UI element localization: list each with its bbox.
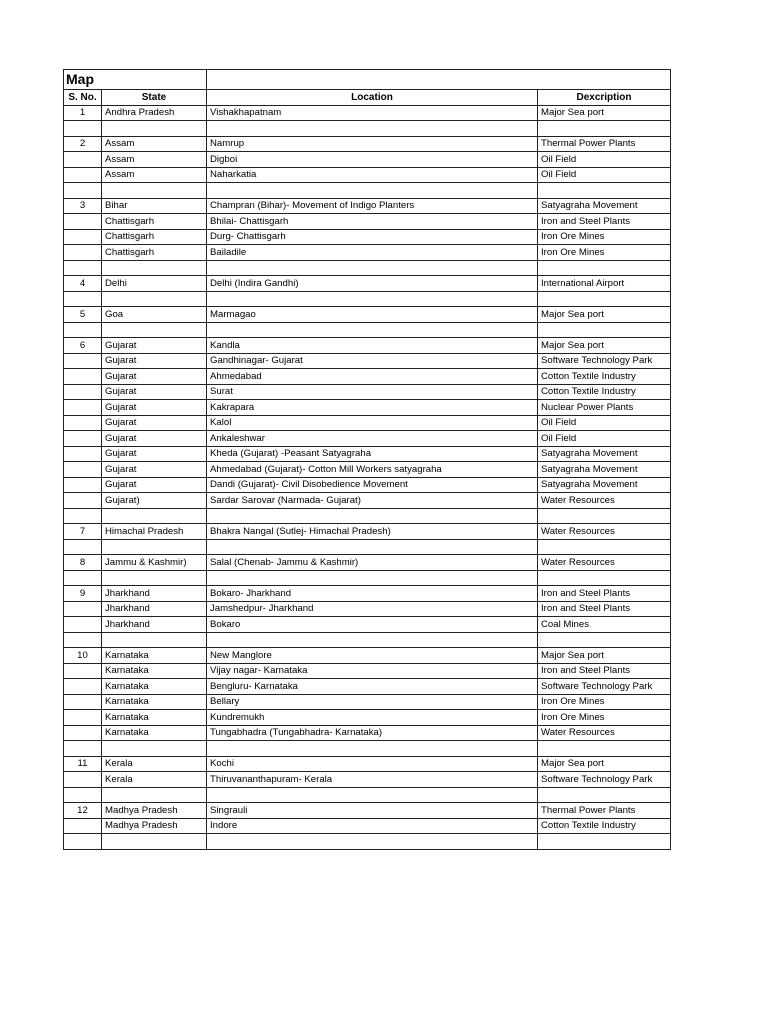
cell-sno[interactable]: 3 — [64, 198, 102, 214]
table-row — [64, 663, 671, 679]
cell-state[interactable]: Karnataka — [102, 710, 207, 726]
cell-sno[interactable] — [64, 710, 102, 726]
cell-description[interactable]: Satyagraha Movement — [538, 198, 671, 214]
cell-sno[interactable] — [64, 431, 102, 447]
cell-location[interactable]: Kochi — [207, 756, 538, 772]
cell-location[interactable]: Bengluru- Karnataka — [207, 679, 538, 695]
cell-location[interactable]: Durg- Chattisgarh — [207, 229, 538, 245]
cell-state[interactable] — [102, 260, 207, 276]
cell-description[interactable]: Coal Mines — [538, 617, 671, 633]
cell-location[interactable]: Vijay nagar- Karnataka — [207, 663, 538, 679]
table-row — [64, 322, 671, 338]
table-row — [64, 632, 671, 648]
cell-location[interactable]: Marmagao — [207, 307, 538, 323]
table-row — [64, 446, 671, 462]
cell-location[interactable] — [207, 183, 538, 199]
cell-state[interactable] — [102, 322, 207, 338]
cell-description[interactable]: Oil Field — [538, 152, 671, 168]
cell-description[interactable]: Major Sea port — [538, 648, 671, 664]
cell-sno[interactable] — [64, 834, 102, 850]
table-row — [64, 307, 671, 323]
cell-location[interactable]: Namrup — [207, 136, 538, 152]
cell-state[interactable]: Gujarat — [102, 400, 207, 416]
table-row — [64, 152, 671, 168]
cell-description[interactable]: Satyagraha Movement — [538, 462, 671, 478]
cell-state[interactable]: Gujarat — [102, 431, 207, 447]
table-row — [64, 260, 671, 276]
table-row — [64, 198, 671, 214]
cell-location[interactable] — [207, 508, 538, 524]
table-row — [64, 601, 671, 617]
cell-location[interactable]: Tungabhadra (Tungabhadra- Karnataka) — [207, 725, 538, 741]
cell-sno[interactable]: 5 — [64, 307, 102, 323]
cell-state[interactable] — [102, 121, 207, 137]
cell-state[interactable] — [102, 834, 207, 850]
cell-location[interactable]: Sardar Sarovar (Narmada- Gujarat) — [207, 493, 538, 509]
cell-state[interactable] — [102, 291, 207, 307]
table-row — [64, 338, 671, 354]
sheet-title[interactable]: Map — [64, 70, 207, 90]
cell-location[interactable]: Champran (Bihar)- Movement of Indigo Planters — [207, 198, 538, 214]
table-row — [64, 431, 671, 447]
table-row — [64, 756, 671, 772]
table-row — [64, 291, 671, 307]
cell-state[interactable]: Chattisgarh — [102, 229, 207, 245]
cell-sno[interactable] — [64, 601, 102, 617]
cell-description[interactable]: Iron and Steel Plants — [538, 663, 671, 679]
cell-location[interactable]: Jamshedpur- Jharkhand — [207, 601, 538, 617]
cell-description[interactable]: Satyagraha Movement — [538, 446, 671, 462]
cell-state[interactable]: Karnataka — [102, 694, 207, 710]
cell-location[interactable] — [207, 260, 538, 276]
header-location[interactable]: Location — [207, 90, 538, 106]
cell-sno[interactable]: 11 — [64, 756, 102, 772]
cell-description[interactable] — [538, 291, 671, 307]
cell-sno[interactable] — [64, 229, 102, 245]
cell-description[interactable] — [538, 834, 671, 850]
cell-state[interactable]: Gujarat — [102, 369, 207, 385]
cell-sno[interactable]: 9 — [64, 586, 102, 602]
cell-sno[interactable] — [64, 152, 102, 168]
cell-state[interactable]: Goa — [102, 307, 207, 323]
cell-description[interactable]: Water Resources — [538, 524, 671, 540]
cell-description[interactable] — [538, 121, 671, 137]
cell-description[interactable] — [538, 183, 671, 199]
cell-sno[interactable] — [64, 183, 102, 199]
cell-location[interactable]: Indore — [207, 818, 538, 834]
cell-sno[interactable] — [64, 245, 102, 261]
cell-sno[interactable] — [64, 322, 102, 338]
table-row — [64, 167, 671, 183]
cell-sno[interactable] — [64, 818, 102, 834]
cell-sno[interactable] — [64, 539, 102, 555]
cell-description[interactable]: Iron and Steel Plants — [538, 214, 671, 230]
cell-location[interactable]: Kakrapara — [207, 400, 538, 416]
cell-location[interactable]: Naharkatia — [207, 167, 538, 183]
cell-description[interactable]: Software Technology Park — [538, 353, 671, 369]
cell-sno[interactable] — [64, 214, 102, 230]
cell-description[interactable]: International Airport — [538, 276, 671, 292]
cell-sno[interactable] — [64, 632, 102, 648]
cell-location[interactable]: Kandla — [207, 338, 538, 354]
table-row — [64, 493, 671, 509]
cell-state[interactable]: Himachal Pradesh — [102, 524, 207, 540]
cell-state[interactable] — [102, 741, 207, 757]
cell-location[interactable] — [207, 121, 538, 137]
cell-location[interactable] — [207, 291, 538, 307]
table-row — [64, 694, 671, 710]
table-row — [64, 229, 671, 245]
cell-state[interactable]: Bihar — [102, 198, 207, 214]
cell-description[interactable] — [538, 741, 671, 757]
cell-sno[interactable] — [64, 570, 102, 586]
data-table — [63, 69, 671, 850]
table-row — [64, 555, 671, 571]
cell-description[interactable] — [538, 632, 671, 648]
cell-state[interactable]: Madhya Pradesh — [102, 818, 207, 834]
cell-state[interactable]: Assam — [102, 152, 207, 168]
cell-sno[interactable]: 4 — [64, 276, 102, 292]
cell-state[interactable]: Karnataka — [102, 648, 207, 664]
cell-state[interactable]: Gujarat — [102, 415, 207, 431]
cell-description[interactable] — [538, 539, 671, 555]
cell-sno[interactable] — [64, 400, 102, 416]
cell-state[interactable] — [102, 508, 207, 524]
cell-location[interactable] — [207, 632, 538, 648]
cell-location[interactable]: Delhi (Indira Gandhi) — [207, 276, 538, 292]
cell-sno[interactable]: 6 — [64, 338, 102, 354]
table-row — [64, 415, 671, 431]
cell-description[interactable]: Major Sea port — [538, 338, 671, 354]
cell-sno[interactable] — [64, 167, 102, 183]
cell-location[interactable]: Bailadile — [207, 245, 538, 261]
cell-description[interactable]: Iron Ore Mines — [538, 245, 671, 261]
table-row — [64, 400, 671, 416]
table-row — [64, 369, 671, 385]
cell-location[interactable] — [207, 322, 538, 338]
cell-location[interactable]: Thiruvananthapuram- Kerala — [207, 772, 538, 788]
cell-state[interactable] — [102, 539, 207, 555]
cell-description[interactable] — [538, 260, 671, 276]
table-row — [64, 741, 671, 757]
cell-sno[interactable] — [64, 741, 102, 757]
table-row — [64, 183, 671, 199]
cell-sno[interactable] — [64, 462, 102, 478]
cell-sno[interactable] — [64, 260, 102, 276]
cell-location[interactable]: Gandhinagar- Gujarat — [207, 353, 538, 369]
title-empty-cell[interactable] — [207, 70, 671, 90]
cell-location[interactable] — [207, 787, 538, 803]
table-row — [64, 679, 671, 695]
cell-location[interactable]: Vishakhapatnam — [207, 105, 538, 121]
cell-sno[interactable] — [64, 617, 102, 633]
header-row — [64, 90, 671, 106]
table-row — [64, 105, 671, 121]
table-row — [64, 570, 671, 586]
cell-sno[interactable] — [64, 508, 102, 524]
cell-sno[interactable] — [64, 725, 102, 741]
cell-description[interactable]: Software Technology Park — [538, 679, 671, 695]
cell-location[interactable]: Bokaro — [207, 617, 538, 633]
cell-sno[interactable]: 7 — [64, 524, 102, 540]
table-row — [64, 353, 671, 369]
table-row — [64, 384, 671, 400]
cell-state[interactable]: Kerala — [102, 756, 207, 772]
cell-location[interactable]: New Manglore — [207, 648, 538, 664]
cell-state[interactable] — [102, 787, 207, 803]
table-row — [64, 477, 671, 493]
cell-location[interactable]: Ankaleshwar — [207, 431, 538, 447]
cell-state[interactable]: Assam — [102, 167, 207, 183]
cell-description[interactable] — [538, 508, 671, 524]
cell-location[interactable]: Kundremukh — [207, 710, 538, 726]
cell-description[interactable]: Oil Field — [538, 415, 671, 431]
table-row — [64, 524, 671, 540]
cell-sno[interactable]: 2 — [64, 136, 102, 152]
cell-state[interactable]: Delhi — [102, 276, 207, 292]
cell-state[interactable]: Andhra Pradesh — [102, 105, 207, 121]
cell-location[interactable]: Kheda (Gujarat) -Peasant Satyagraha — [207, 446, 538, 462]
cell-description[interactable]: Major Sea port — [538, 756, 671, 772]
cell-description[interactable]: Iron and Steel Plants — [538, 601, 671, 617]
cell-state[interactable] — [102, 183, 207, 199]
cell-description[interactable]: Iron Ore Mines — [538, 694, 671, 710]
cell-state[interactable]: Chattisgarh — [102, 245, 207, 261]
cell-sno[interactable] — [64, 787, 102, 803]
cell-sno[interactable]: 10 — [64, 648, 102, 664]
cell-state[interactable]: Gujarat — [102, 477, 207, 493]
cell-sno[interactable] — [64, 477, 102, 493]
table-row — [64, 818, 671, 834]
cell-description[interactable]: Iron Ore Mines — [538, 229, 671, 245]
table-row — [64, 121, 671, 137]
table-row — [64, 787, 671, 803]
cell-description[interactable]: Software Technology Park — [538, 772, 671, 788]
cell-state[interactable]: Karnataka — [102, 663, 207, 679]
cell-location[interactable]: Dandi (Gujarat)- Civil Disobedience Movement — [207, 477, 538, 493]
cell-state[interactable] — [102, 570, 207, 586]
cell-state[interactable]: Chattisgarh — [102, 214, 207, 230]
cell-description[interactable]: Iron and Steel Plants — [538, 586, 671, 602]
cell-description[interactable] — [538, 787, 671, 803]
cell-description[interactable]: Oil Field — [538, 167, 671, 183]
cell-location[interactable]: Bellary — [207, 694, 538, 710]
cell-state[interactable] — [102, 632, 207, 648]
cell-state[interactable]: Jammu & Kashmir) — [102, 555, 207, 571]
table-row — [64, 462, 671, 478]
header-state[interactable]: State — [102, 90, 207, 106]
table-row — [64, 834, 671, 850]
cell-state[interactable]: Gujarat — [102, 462, 207, 478]
cell-location[interactable]: Ahmedabad — [207, 369, 538, 385]
cell-sno[interactable] — [64, 694, 102, 710]
cell-description[interactable]: Thermal Power Plants — [538, 136, 671, 152]
cell-location[interactable] — [207, 834, 538, 850]
cell-location[interactable]: Digboi — [207, 152, 538, 168]
cell-location[interactable] — [207, 539, 538, 555]
cell-description[interactable]: Satyagraha Movement — [538, 477, 671, 493]
table-row — [64, 772, 671, 788]
table-row — [64, 539, 671, 555]
table-row — [64, 803, 671, 819]
table-row — [64, 586, 671, 602]
table-row — [64, 245, 671, 261]
cell-sno[interactable] — [64, 369, 102, 385]
cell-sno[interactable] — [64, 663, 102, 679]
title-row — [64, 70, 671, 90]
cell-description[interactable]: Thermal Power Plants — [538, 803, 671, 819]
cell-state[interactable]: Kerala — [102, 772, 207, 788]
table-row — [64, 648, 671, 664]
table-row — [64, 276, 671, 292]
cell-sno[interactable] — [64, 121, 102, 137]
cell-description[interactable]: Iron Ore Mines — [538, 710, 671, 726]
spreadsheet — [63, 69, 670, 850]
cell-description[interactable] — [538, 322, 671, 338]
cell-state[interactable]: Gujarat — [102, 338, 207, 354]
cell-sno[interactable]: 12 — [64, 803, 102, 819]
cell-state[interactable]: Gujarat — [102, 384, 207, 400]
cell-state[interactable]: Gujarat) — [102, 493, 207, 509]
cell-location[interactable]: Bhakra Nangal (Sutlej- Himachal Pradesh) — [207, 524, 538, 540]
table-row — [64, 710, 671, 726]
cell-location[interactable]: Surat — [207, 384, 538, 400]
cell-description[interactable]: Cotton Textile Industry — [538, 818, 671, 834]
cell-description[interactable]: Major Sea port — [538, 105, 671, 121]
cell-sno[interactable] — [64, 384, 102, 400]
table-row — [64, 136, 671, 152]
table-row — [64, 214, 671, 230]
cell-location[interactable]: Singrauli — [207, 803, 538, 819]
cell-description[interactable]: Water Resources — [538, 725, 671, 741]
table-row — [64, 508, 671, 524]
cell-location[interactable]: Kalol — [207, 415, 538, 431]
cell-state[interactable]: Madhya Pradesh — [102, 803, 207, 819]
cell-description[interactable] — [538, 570, 671, 586]
cell-location[interactable] — [207, 741, 538, 757]
header-description[interactable]: Dexcription — [538, 90, 671, 106]
table-row — [64, 725, 671, 741]
cell-state[interactable]: Karnataka — [102, 725, 207, 741]
cell-state[interactable]: Gujarat — [102, 446, 207, 462]
cell-sno[interactable] — [64, 446, 102, 462]
cell-description[interactable]: Major Sea port — [538, 307, 671, 323]
cell-description[interactable]: Water Resources — [538, 555, 671, 571]
cell-sno[interactable] — [64, 353, 102, 369]
cell-sno[interactable] — [64, 772, 102, 788]
cell-sno[interactable] — [64, 415, 102, 431]
cell-state[interactable]: Jharkhand — [102, 601, 207, 617]
cell-location[interactable] — [207, 570, 538, 586]
cell-state[interactable]: Karnataka — [102, 679, 207, 695]
cell-description[interactable]: Nuclear Power Plants — [538, 400, 671, 416]
cell-location[interactable]: Ahmedabad (Gujarat)- Cotton Mill Workers satyagraha — [207, 462, 538, 478]
cell-sno[interactable]: 8 — [64, 555, 102, 571]
cell-location[interactable]: Bhilai- Chattisgarh — [207, 214, 538, 230]
cell-description[interactable]: Cotton Textile Industry — [538, 369, 671, 385]
cell-location[interactable]: Salal (Chenab- Jammu & Kashmir) — [207, 555, 538, 571]
cell-state[interactable]: Jharkhand — [102, 586, 207, 602]
cell-state[interactable]: Gujarat — [102, 353, 207, 369]
cell-description[interactable]: Water Resources — [538, 493, 671, 509]
cell-state[interactable]: Assam — [102, 136, 207, 152]
cell-sno[interactable] — [64, 493, 102, 509]
cell-description[interactable]: Oil Field — [538, 431, 671, 447]
cell-state[interactable]: Jharkhand — [102, 617, 207, 633]
cell-location[interactable]: Bokaro- Jharkhand — [207, 586, 538, 602]
header-sno[interactable]: S. No. — [64, 90, 102, 106]
cell-sno[interactable]: 1 — [64, 105, 102, 121]
cell-sno[interactable] — [64, 679, 102, 695]
table-row — [64, 617, 671, 633]
cell-sno[interactable] — [64, 291, 102, 307]
cell-description[interactable]: Cotton Textile Industry — [538, 384, 671, 400]
